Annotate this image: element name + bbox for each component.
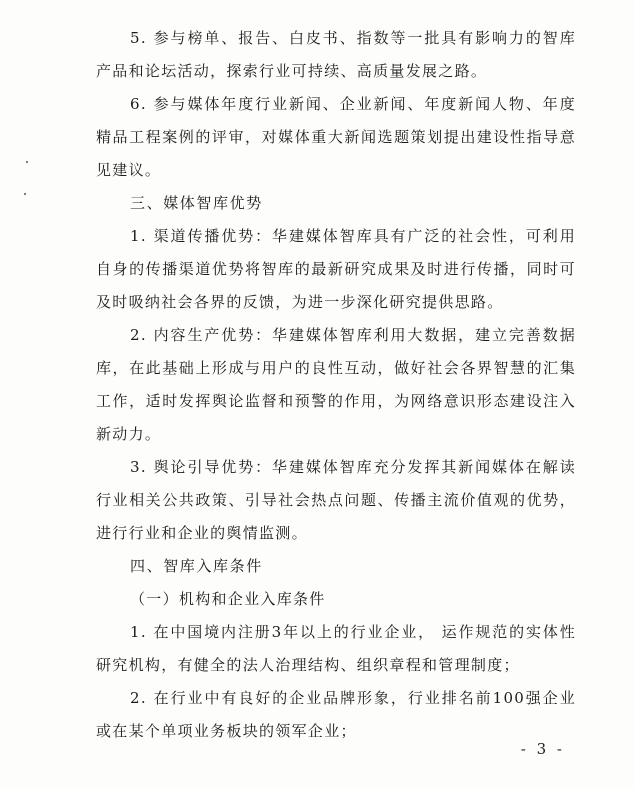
paragraph-opinion-advantage: 3. 舆论引导优势：华建媒体智库充分发挥其新闻媒体在解读行业相关公共政策、引导社会热点问题、传播主流价值观的优势，进行行业和企业的舆情监测。 [96, 458, 576, 542]
paragraph-item-6: 6. 参与媒体年度行业新闻、企业新闻、年度新闻人物、年度精品工程案例的评审，对媒体重大新闻选题策划提出建设性指导意见建议。 [96, 95, 576, 179]
page-number: - 3 - [520, 740, 565, 758]
paragraph-channel-advantage: 1. 渠道传播优势：华建媒体智库具有广泛的社会性，可利用自身的传播渠道优势将智库的最新研究成果及时进行传播，同时可及时吸纳社会各界的反馈，为进一步深化研究提供思路。 [96, 227, 576, 311]
paragraph-item-5: 5. 参与榜单、报告、白皮书、指数等一批具有影响力的智库产品和论坛活动，探索行业可持续、高质量发展之路。 [96, 29, 576, 80]
scan-speck [26, 161, 28, 163]
section-heading-3: 三、媒体智库优势 [130, 194, 263, 212]
paragraph-content-advantage: 2. 内容生产优势：华建媒体智库利用大数据，建立完善数据库，在此基础上形成与用户的良性互动，做好社会各界智慧的汇集工作，适时发挥舆论监督和预警的作用，为网络意识形态建设注入新动力。 [96, 326, 576, 443]
document-body [96, 22, 576, 748]
scan-speck [24, 193, 26, 195]
paragraph-condition-2: 2. 在行业中有良好的企业品牌形象，行业排名前100强企业或在某个单项业务板块的领军企业； [96, 689, 576, 740]
paragraph-condition-1: 1. 在中国境内注册3年以上的行业企业， 运作规范的实体性研究机构，有健全的法人治理结构、组织章程和管理制度； [96, 623, 576, 674]
subsection-heading-1: （一）机构和企业入库条件 [130, 590, 326, 608]
section-heading-4: 四、智库入库条件 [130, 557, 263, 575]
